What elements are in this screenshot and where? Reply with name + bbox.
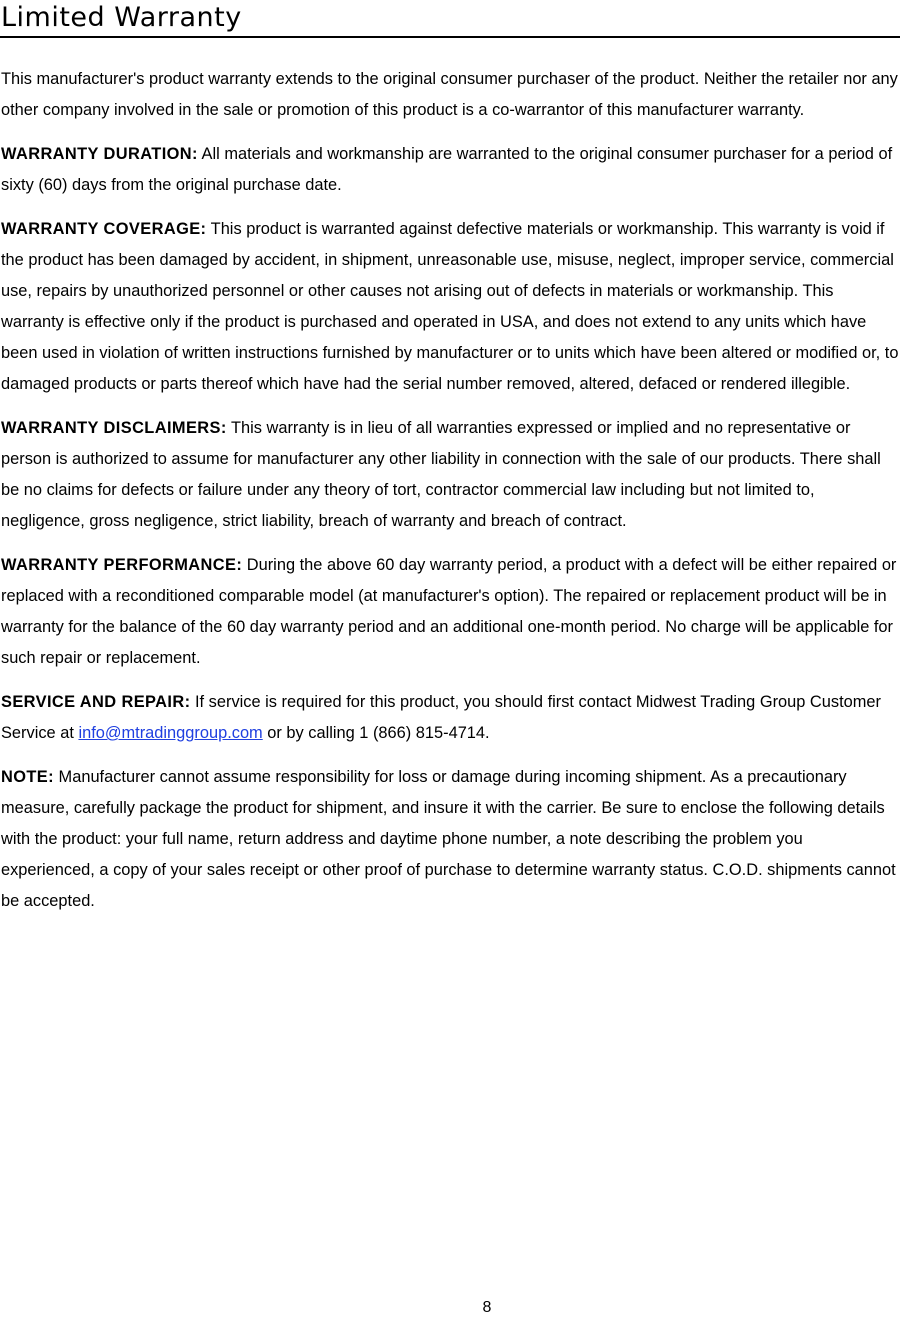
service-repair-text-after: or by calling 1 (866) 815-4714. [262, 724, 490, 742]
service-repair-text-before: If service is required for this product, you should first contact Midwest Trading Group Customer Service at [1, 693, 881, 742]
warranty-disclaimers-text: This warranty is in lieu of all warranties expressed or implied and no representative or person is authorized to assume for manufacturer any other liability in connection with the sale of our products. There shall be no claims for defects or failure under any theory of tort, contractor commercial law including but not limited to, negligence, gross negligence, strict liability, breach of warranty and breach of contract. [1, 419, 881, 530]
note-label: NOTE: [1, 768, 54, 786]
intro-text: This manufacturer's product warranty extends to the original consumer purchaser of the product. Neither the retailer nor any other company involved in the sale or promotion of this product is a co-warrantor of this manufacturer warranty. [1, 70, 898, 119]
warranty-coverage-text: This product is warranted against defective materials or workmanship. This warranty is void if the product has been damaged by accident, in shipment, unreasonable use, misuse, neglect, improper service, commercial use, repairs by unauthorized personnel or other causes not arising out of defects in materials or workmanship. This warranty is effective only if the product is purchased and operated in USA, and does not extend to any units which have been used in violation of written instructions furnished by manufacturer or to units which have been altered or modified or, to damaged products or parts thereof which have had the serial number removed, altered, defaced or rendered illegible. [1, 220, 899, 393]
note-text: Manufacturer cannot assume responsibility for loss or damage during incoming shipment. As a precautionary measure, carefully package the product for shipment, and insure it with the carrier. Be sure to enclose the following details with the product: your full name, return address and daytime phone number, a note describing the problem you experienced, a copy of your sales receipt or other proof of purchase to determine warranty status. C.O.D. shipments cannot be accepted. [1, 768, 896, 910]
service-repair-paragraph [0, 687, 900, 749]
warranty-performance-label: WARRANTY PERFORMANCE: [1, 556, 243, 574]
warranty-disclaimers-paragraph [0, 413, 900, 537]
warranty-coverage-paragraph [0, 214, 900, 400]
page-number: 8 [482, 1299, 492, 1316]
warranty-coverage-label: WARRANTY COVERAGE: [1, 220, 207, 238]
warranty-duration-text: All materials and workmanship are warranted to the original consumer purchaser for a period of sixty (60) days from the original purchase date. [1, 145, 893, 194]
service-repair-label: SERVICE AND REPAIR: [1, 693, 191, 711]
warranty-performance-text: During the above 60 day warranty period, a product with a defect will be either repaired or replaced with a reconditioned comparable model (at manufacturer's option). The repaired or replacement product will be in warranty for the balance of the 60 day warranty period and an additional one-month period. No charge will be applicable for such repair or replacement. [1, 556, 897, 667]
warranty-duration-paragraph [0, 139, 900, 201]
warranty-duration-label: WARRANTY DURATION: [1, 145, 198, 163]
warranty-body [0, 64, 900, 930]
support-email-link[interactable]: info@mtradinggroup.com [78, 724, 263, 742]
page-title: Limited Warranty [0, 0, 900, 38]
warranty-performance-paragraph [0, 550, 900, 674]
intro-paragraph [0, 64, 900, 126]
note-paragraph [0, 762, 900, 917]
warranty-disclaimers-label: WARRANTY DISCLAIMERS: [1, 419, 227, 437]
